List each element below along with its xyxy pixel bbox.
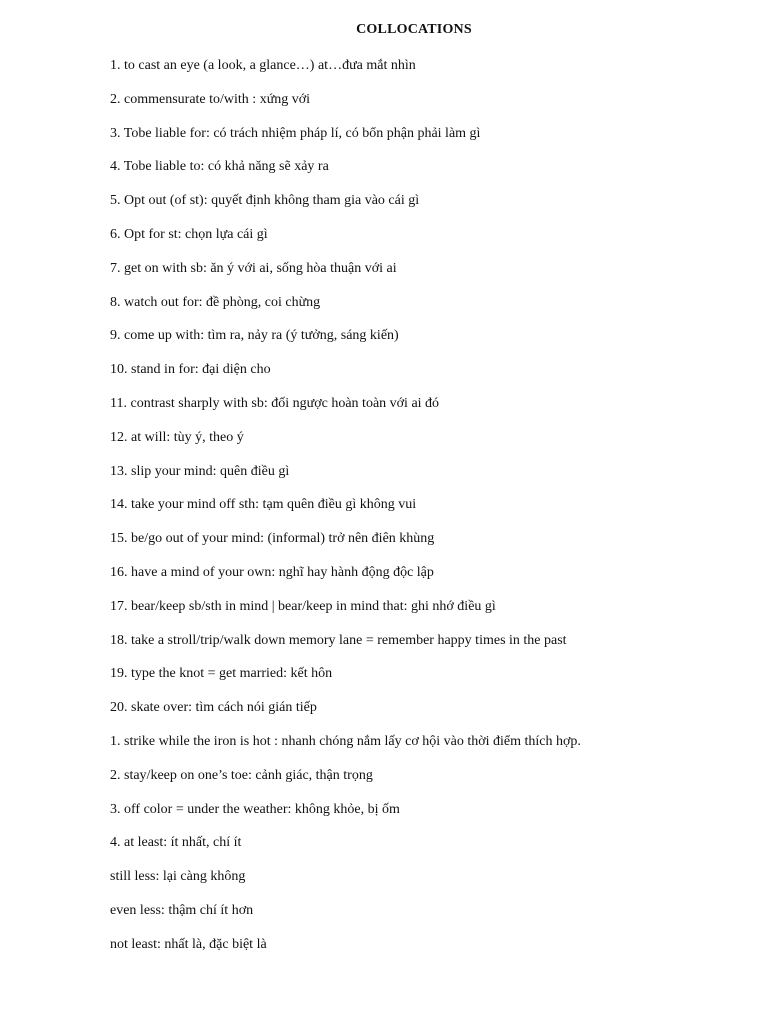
list-item: not least: nhất là, đặc biệt là (110, 936, 267, 952)
list-item: 4. at least: ít nhất, chí ít (110, 835, 242, 851)
list-item: 14. take your mind off sth: tạm quên điều gì không vui (110, 497, 417, 513)
list-item: still less: lại càng không (110, 869, 246, 885)
list-item: 15. be/go out of your mind: (informal) trở nên điên khùng (110, 531, 435, 547)
collocation-list (110, 55, 750, 968)
list-item: 8. watch out for: đề phòng, coi chừng (110, 294, 321, 310)
list-item: 16. have a mind of your own: nghĩ hay hành động độc lập (110, 564, 434, 580)
list-item: 12. at will: tùy ý, theo ý (110, 429, 244, 445)
list-item: even less: thậm chí ít hơn (110, 902, 254, 918)
list-item: 18. take a stroll/trip/walk down memory lane = remember happy times in the past (110, 632, 567, 648)
list-item: 1. strike while the iron is hot : nhanh chóng nắm lấy cơ hội vào thời điểm thích hợp. (110, 733, 581, 749)
list-item: 3. off color = under the weather: không khỏe, bị ốm (110, 801, 400, 817)
list-item: 7. get on with sb: ăn ý với ai, sống hòa thuận với ai (110, 260, 397, 276)
list-item: 4. Tobe liable to: có khả năng sẽ xảy ra (110, 159, 329, 175)
list-item: 11. contrast sharply with sb: đối ngược hoàn toàn với ai đó (110, 395, 440, 411)
list-item: 17. bear/keep sb/sth in mind | bear/keep in mind that: ghi nhớ điều gì (110, 598, 496, 614)
list-item: 10. stand in for: đại diện cho (110, 362, 271, 378)
list-item: 1. to cast an eye (a look, a glance…) at…đưa mắt nhìn (110, 58, 416, 73)
list-item: 19. type the knot = get married: kết hôn (110, 666, 333, 682)
list-item: 5. Opt out (of st): quyết định không tham gia vào cái gì (110, 193, 420, 209)
list-item: 20. skate over: tìm cách nói gián tiếp (110, 700, 317, 716)
list-item: 9. come up with: tìm ra, nảy ra (ý tưởng, sáng kiến) (110, 328, 399, 344)
list-item: 13. slip your mind: quên điều gì (110, 463, 290, 479)
list-item: 2. commensurate to/with : xứng với (110, 91, 311, 107)
list-item: 6. Opt for st: chọn lựa cái gì (110, 226, 268, 242)
list-item: 2. stay/keep on one’s toe: cảnh giác, thận trọng (110, 767, 373, 783)
list-item: 3. Tobe liable for: có trách nhiệm pháp lí, có bổn phận phải làm gì (110, 125, 481, 141)
page-title: COLLOCATIONS (356, 22, 472, 37)
